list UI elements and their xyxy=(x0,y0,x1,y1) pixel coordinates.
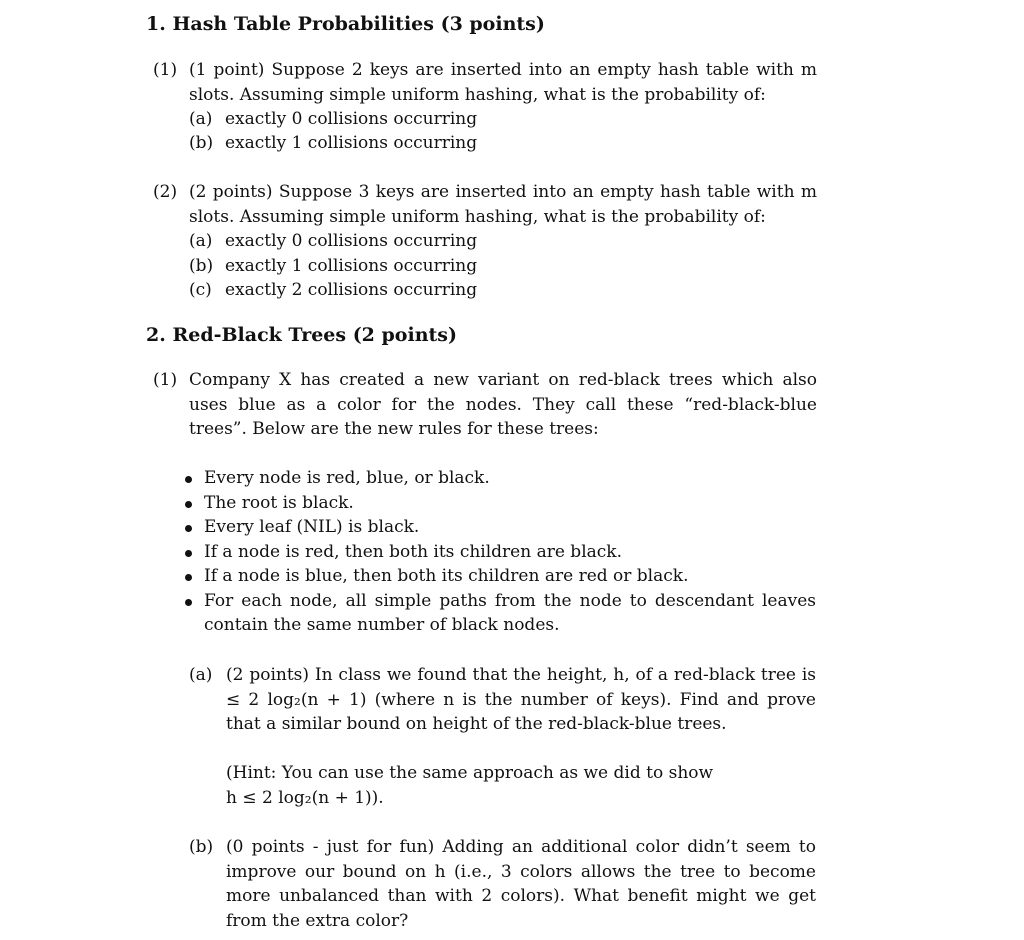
rule-text: If a node is blue, then both its children are red or black. xyxy=(204,566,689,586)
rule-item xyxy=(182,564,816,589)
rule-text: The root is black. xyxy=(204,492,354,513)
bullet-icon xyxy=(185,550,192,557)
s1-q1-prompt: (1 point) Suppose 2 keys are inserted into an empty hash table with m slots. Assuming simple uniform hashing, what is the probability of: xyxy=(189,60,817,105)
s2-q1-label: (1) xyxy=(153,370,178,390)
s1-q1-b-text: exactly 1 collisions occurring xyxy=(225,133,478,153)
s1-q1-a-label: (a) xyxy=(189,109,213,129)
part-b-text: (0 points - just for fun) Adding an additional color didn’t seem to improve our bound on h (i.e., 3 colors allows the tree to become more unbalanced than with 2 colors). What benefit might we get from the extra color? xyxy=(226,837,816,931)
s1-q2-label: (2) xyxy=(153,182,178,202)
s1-q1-a-text: exactly 0 collisions occurring xyxy=(225,109,478,129)
rules-list xyxy=(182,466,816,638)
rule-text: Every leaf (NIL) is black. xyxy=(204,517,420,537)
bullet-icon xyxy=(185,574,192,581)
bullet-icon xyxy=(185,476,192,483)
part-a-hint-line1: (Hint: You can use the same approach as we did to show xyxy=(226,763,714,783)
rule-text: If a node is red, then both its children are black. xyxy=(204,541,622,562)
bullet-icon xyxy=(185,501,192,508)
s1-q2-a-label: (a) xyxy=(189,231,213,251)
section-1-heading: 1. Hash Table Probabilities (3 points) xyxy=(146,13,545,35)
rule-item xyxy=(182,515,816,540)
rule-item xyxy=(182,466,816,491)
rule-item xyxy=(182,589,816,638)
s1-q1-b-label: (b) xyxy=(189,133,214,153)
part-a-text: (2 points) In class we found that the height, h, of a red-black tree is ≤ 2 log₂(n + 1) (where n is the number of keys). Find and prove that a similar bound on height of the red-black-blue trees. xyxy=(226,665,816,734)
s1-q2-prompt: (2 points) Suppose 3 keys are inserted into an empty hash table with m slots. Assuming simple uniform hashing, what is the probability of: xyxy=(189,182,817,227)
s1-q2-b-text: exactly 1 collisions occurring xyxy=(225,256,478,276)
bullet-icon xyxy=(185,525,192,532)
s1-q2-b-label: (b) xyxy=(189,256,214,276)
s1-q2-c-text: exactly 2 collisions occurring xyxy=(225,280,478,300)
section-2-heading: 2. Red-Black Trees (2 points) xyxy=(146,324,457,346)
s1-q2-a-text: exactly 0 collisions occurring xyxy=(225,231,478,251)
part-b-label: (b) xyxy=(189,837,214,857)
part-a-hint-line2: h ≤ 2 log₂(n + 1)). xyxy=(226,788,384,808)
part-a-label: (a) xyxy=(189,665,213,685)
s1-q1-label: (1) xyxy=(153,60,178,80)
bullet-icon xyxy=(185,599,192,606)
rule-text: Every node is red, blue, or black. xyxy=(204,468,490,488)
s1-q2-c-label: (c) xyxy=(189,280,212,300)
rule-item xyxy=(182,540,816,565)
rule-item xyxy=(182,491,816,516)
rule-text: For each node, all simple paths from the node to descendant leaves contain the same number of black nodes. xyxy=(204,590,816,635)
s2-q1-intro: Company X has created a new variant on red-black trees which also uses blue as a color for the nodes. They call these “red-black-blue trees”. Below are the new rules for these trees: xyxy=(189,370,817,439)
